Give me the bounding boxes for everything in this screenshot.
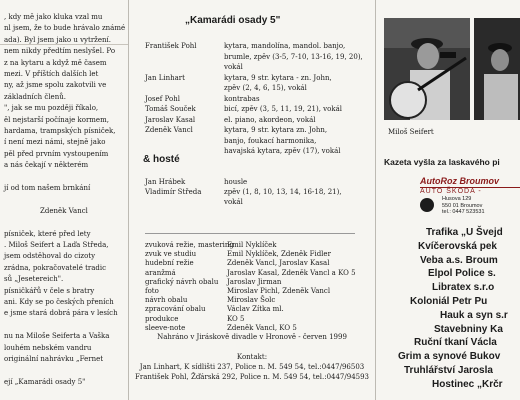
member-role: el. piano, akordeon, vokál — [224, 115, 316, 124]
credit-value: Václav Zítka ml. — [227, 305, 284, 314]
member-role: kytara, 9 str. kytara - zn. John, — [224, 73, 332, 82]
credit-label: produkce — [145, 314, 179, 323]
liner-note-line: ny, až jsme spolu zakotvili ve — [4, 81, 107, 90]
liner-note-line: písniček, které před lety — [4, 229, 91, 238]
credit-label: sleeve-note — [145, 323, 186, 332]
address-line: tel.: 0447 523531 — [442, 209, 485, 215]
sponsor-item: Veba a.s. Broum — [420, 254, 498, 266]
sponsor-item: Stavebniny Ka — [434, 323, 503, 335]
liner-note-line: hardama, trampských písniček, — [4, 127, 116, 135]
member-name: Jan Linhart — [145, 73, 185, 82]
liner-note-line: základních členů. — [4, 92, 66, 101]
contact-line: Jan Linhart, K sídlišti 237, Police n. M. 549 54, tel.:0447/96503 — [139, 363, 365, 371]
member-name: Josef Pohl — [145, 94, 180, 103]
liner-note-line: louhém nebském vandru — [4, 343, 92, 352]
liner-notes-panel — [0, 0, 129, 400]
liner-note-line: sů „Jesetereich". — [4, 275, 64, 284]
skoda-icon — [420, 198, 434, 212]
liner-note-line: ejí „Kamarádi osady 5" — [4, 377, 86, 386]
guest-role: vokál — [224, 198, 243, 206]
member-role: kytara, mandolína, mandol. banjo, — [224, 42, 346, 50]
liner-note-line: ěl nejstarší počínaje kormem, — [4, 115, 109, 124]
credit-value: Miroslav Pichl, Zdeněk Vancl — [227, 287, 331, 295]
member-role: kontrabas — [224, 94, 260, 103]
sponsor-item: Elpol Police s. — [428, 268, 496, 280]
band-title: „Kamarádi osady 5" — [185, 15, 281, 26]
credit-value: Jaroslav Kasal, Zdeněk Vancl a KO 5 — [227, 268, 356, 277]
member-role: banjo, foukací harmonika, — [224, 136, 317, 145]
credit-label: zvuková režie, mastering — [145, 241, 234, 249]
credit-label: foto — [145, 287, 159, 295]
liner-note-line: písničkářů v čele s bratry — [4, 286, 95, 295]
credit-label: grafický návrh obalu — [145, 277, 219, 286]
liner-note-line: ada). Byl jsem jako u vytržení. — [4, 35, 111, 44]
liner-note-line: e jsme stará dobrá pára v lesích — [4, 309, 118, 318]
sponsor-item: Libratex s.r.o — [432, 282, 495, 294]
member-role: bicí, zpěv (3, 5, 11, 19, 21), vokál — [224, 105, 342, 113]
contact-title: Kontakt: — [236, 353, 268, 361]
sponsor-item: Grim a synové Bukov — [398, 351, 501, 363]
liner-note-line: Zdeněk Vancl — [40, 206, 88, 215]
member-name: Zdeněk Vancl — [145, 126, 193, 134]
credit-label: zvuk ve studiu — [145, 250, 197, 259]
liner-note-line: nu na Miloše Seiferta a Vaška — [4, 332, 110, 341]
sponsor-item: Truhlářství Jarosla — [404, 365, 493, 376]
liner-note-line: ani. Kdy se po českých přeních — [4, 298, 114, 306]
liner-note-line: nem nikdy předtím neslyšel. Po — [4, 47, 116, 56]
liner-note-line: í není mezi námi, stejně jako — [4, 138, 106, 147]
credit-label: zpracování obalu — [145, 305, 206, 314]
credit-value: Miroslav Šolc — [227, 296, 276, 305]
member-name: Tomáš Souček — [145, 105, 196, 113]
credit-value: Zdeněk Vancl, KO 5 — [227, 323, 297, 332]
credit-value: Emil Nyklíček, Zdeněk Fidler — [227, 250, 331, 259]
guest-name: Jan Hrábek — [145, 178, 186, 186]
credit-value: KO 5 — [227, 314, 245, 323]
sponsor-item: Koloniál Petr Pu — [410, 296, 488, 307]
musician-photo — [384, 18, 470, 120]
member-role: vokál — [224, 63, 243, 71]
autoroz-logo — [420, 176, 520, 216]
liner-note-line: . Miloš Seifert a Laďa Středa, — [4, 241, 109, 249]
member-name: Jaroslav Kasal — [145, 115, 196, 124]
credit-label: aranžmá — [145, 268, 176, 277]
musician-photo-2 — [474, 18, 520, 120]
credit-value: Emil Nyklíček — [227, 241, 277, 249]
sponsor-item: Kvíčerovská pek — [418, 240, 497, 252]
logo-address — [442, 196, 485, 216]
liner-note-line: mezi. V příštích dalších let — [4, 70, 99, 78]
guest-name: Vladimír Středa — [145, 188, 202, 196]
credit-label: návrh obalu — [145, 296, 188, 305]
member-name: František Pohl — [145, 42, 197, 50]
guest-role: housle — [224, 178, 248, 186]
liner-note-line: pěl před prvním vystoupením — [4, 149, 109, 158]
logo-subtitle: AUTO ŠKODA - — [420, 188, 482, 195]
sponsor-item: Trafika „U Švejd — [426, 227, 503, 238]
sponsor-item: Ruční tkaní Václa — [414, 337, 497, 349]
liner-note-line: nl jsem, že to bude hrávalo známé — [4, 24, 126, 33]
liner-note-line: jsem odstěhoval do cizoty — [4, 252, 96, 261]
photo-caption: Miloš Seifert — [388, 128, 434, 136]
liner-note-line: zrádna, pokračovatelé tradic — [4, 263, 107, 272]
liner-note-line: jí od tom našem brnkání — [4, 184, 91, 192]
logo-name: AutoRoz Broumov — [420, 176, 520, 188]
guests-title: & hosté — [143, 154, 180, 165]
member-role: brumle, zpěv (3-5, 7-10, 13-16, 19, 20), — [224, 52, 363, 61]
sponsor-heading: Kazeta vyšla za laskavého pi — [384, 157, 500, 167]
recording-note: Nahráno v Jiráskově divadle v Hronově - červen 1999 — [157, 333, 347, 341]
liner-note-line: originální nahrávku „Fernet — [4, 355, 104, 363]
sponsor-item: Hostinec „Krčr — [432, 378, 503, 390]
sponsors-panel — [376, 0, 520, 400]
address-line: 550 01 Broumov — [442, 202, 483, 209]
credit-value: Jaroslav Jirman — [227, 277, 282, 286]
member-role: zpěv (2, 4, 6, 15), vokál — [224, 84, 307, 92]
liner-note-line: , kdy mě jako kluka vzal mu — [4, 13, 103, 21]
liner-note-line: z na kytaru a když mě časem — [4, 58, 107, 67]
guest-role: zpěv (1, 8, 10, 13, 14, 16-18, 21), — [224, 188, 342, 196]
member-role: kytara, 9 str. kytara zn. John, — [224, 126, 328, 134]
liner-note-line: a nás čekají v některém — [4, 161, 89, 170]
divider — [145, 233, 355, 234]
credits-panel — [129, 0, 376, 400]
credit-value: Zdeněk Vancl, Jaroslav Kasal — [227, 259, 330, 268]
contact-line: František Pohl, Žďárská 292, Police n. M. 549 54, tel.:0447/94593 — [134, 373, 370, 381]
credit-label: hudební režie — [145, 259, 194, 268]
liner-note-line: ", jak se mu později říkalo, — [4, 104, 99, 113]
sponsor-item: Hauk a syn s.r — [440, 309, 508, 321]
address-line: Husova 129 — [442, 196, 472, 202]
member-role: havajská kytara, zpěv (17), vokál — [224, 147, 341, 155]
